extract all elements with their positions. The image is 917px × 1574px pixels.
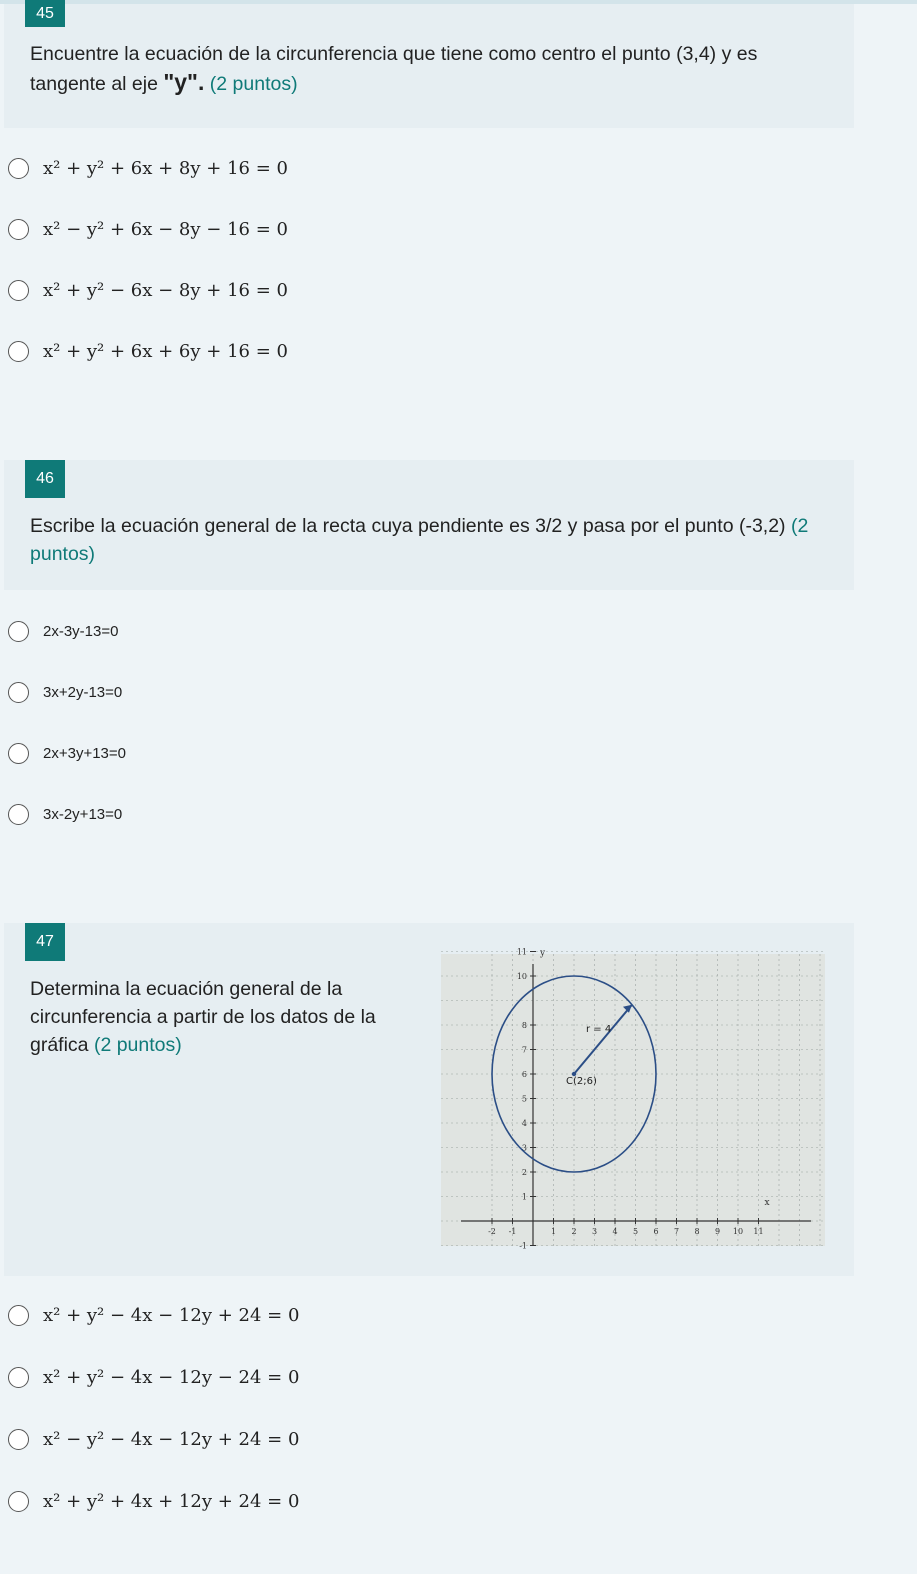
answer-option-label: 3x-2y+13=0	[43, 805, 123, 823]
x-tick-label: 9	[714, 1227, 721, 1236]
question-45-text	[30, 40, 830, 98]
x-tick-label: 10	[732, 1227, 744, 1236]
question-points: (2 puntos)	[93, 1034, 182, 1056]
answer-option[interactable]	[8, 1300, 299, 1330]
answer-option[interactable]	[8, 1362, 299, 1392]
x-tick-label: 2	[571, 1227, 577, 1236]
answer-option-label: 2x+3y+13=0	[43, 744, 126, 762]
x-tick-label: 8	[694, 1227, 700, 1236]
center-label: C(2;6)	[566, 1076, 597, 1087]
y-tick-label: 5	[521, 1094, 527, 1104]
radius-arrow	[574, 1005, 632, 1074]
y-tick-label: 2	[521, 1168, 527, 1177]
circle-graph-image	[441, 947, 825, 1251]
radio-button[interactable]	[8, 1429, 29, 1450]
radio-button[interactable]	[8, 341, 29, 362]
question-number-badge: 45	[25, 0, 65, 27]
radio-button[interactable]	[8, 219, 29, 240]
x-tick-label: 7	[673, 1227, 680, 1236]
y-tick-label: 3	[521, 1143, 527, 1153]
question-text: Escribe la ecuación general de la recta cuya pendiente es 3/2 y pasa por el punto (-3,2)	[30, 515, 786, 537]
answer-option-label: x² + y² + 6x + 6y + 16 = 0	[43, 340, 288, 362]
y-tick-label: 6	[521, 1070, 527, 1079]
y-axis-label: y	[540, 948, 546, 959]
radius-label: r = 4	[586, 1024, 612, 1035]
answer-option[interactable]	[8, 616, 118, 646]
answer-option-label: x² − y² + 6x − 8y − 16 = 0	[43, 218, 288, 240]
question-46-text	[30, 512, 820, 568]
radio-button[interactable]	[8, 158, 29, 179]
radio-button[interactable]	[8, 1367, 29, 1388]
radio-button[interactable]	[8, 1491, 29, 1512]
x-tick-label: -2	[488, 1227, 496, 1236]
y-tick-label: -1	[519, 1241, 527, 1251]
answer-option[interactable]	[8, 738, 126, 768]
answer-option-label: x² − y² − 4x − 12y + 24 = 0	[43, 1428, 300, 1450]
answer-option[interactable]	[8, 275, 288, 305]
x-tick-label: -1	[508, 1227, 517, 1236]
radio-button[interactable]	[8, 804, 29, 825]
x-tick-label: 6	[653, 1227, 659, 1236]
x-tick-label: 4	[612, 1227, 618, 1236]
y-tick-label: 7	[521, 1045, 527, 1055]
answer-option[interactable]	[8, 677, 122, 707]
question-text: Encuentre la ecuación de la circunferencia que tiene como centro el punto (3,4) y es tangente al eje	[30, 43, 758, 95]
question-text: Determina la ecuación general de la circunferencia a partir de los datos de la gráfica	[30, 978, 376, 1056]
answer-option[interactable]	[8, 336, 288, 366]
y-tick-label: 1	[521, 1192, 527, 1202]
x-tick-label: 3	[591, 1227, 598, 1236]
x-tick-label: 1	[550, 1227, 557, 1236]
x-tick-label: 5	[632, 1227, 639, 1236]
radio-button[interactable]	[8, 621, 29, 642]
radio-button[interactable]	[8, 682, 29, 703]
x-tick-label: 11	[753, 1227, 764, 1236]
y-tick-label: 10	[516, 972, 527, 981]
answer-option[interactable]	[8, 799, 122, 829]
x-axis-label: x	[764, 1198, 770, 1208]
answer-option-label: x² + y² − 6x − 8y + 16 = 0	[43, 279, 288, 301]
answer-option-label: x² + y² + 4x + 12y + 24 = 0	[43, 1490, 300, 1512]
y-tick-label: 11	[516, 947, 527, 957]
radio-button[interactable]	[8, 1305, 29, 1326]
answer-option[interactable]	[8, 1486, 299, 1516]
question-47-text	[30, 975, 395, 1059]
question-points: (2 puntos)	[209, 73, 298, 95]
radio-button[interactable]	[8, 743, 29, 764]
question-emphasis: "y".	[163, 69, 205, 95]
question-number-badge: 46	[25, 460, 65, 498]
answer-option[interactable]	[8, 153, 288, 183]
answer-option-label: 2x-3y-13=0	[43, 622, 119, 640]
answer-option-label: x² + y² − 4x − 12y − 24 = 0	[43, 1366, 300, 1388]
circle-graph	[441, 947, 825, 1251]
answer-option-label: x² + y² + 6x + 8y + 16 = 0	[43, 157, 288, 179]
question-number-badge: 47	[25, 923, 65, 961]
question-points: (2 puntos)	[30, 515, 809, 565]
radio-button[interactable]	[8, 280, 29, 301]
answer-option-label: 3x+2y-13=0	[43, 683, 123, 701]
answer-option[interactable]	[8, 214, 288, 244]
answer-option-label: x² + y² − 4x − 12y + 24 = 0	[43, 1304, 300, 1326]
y-tick-label: 8	[521, 1021, 527, 1030]
answer-option[interactable]	[8, 1424, 299, 1454]
y-tick-label: 4	[521, 1119, 527, 1128]
